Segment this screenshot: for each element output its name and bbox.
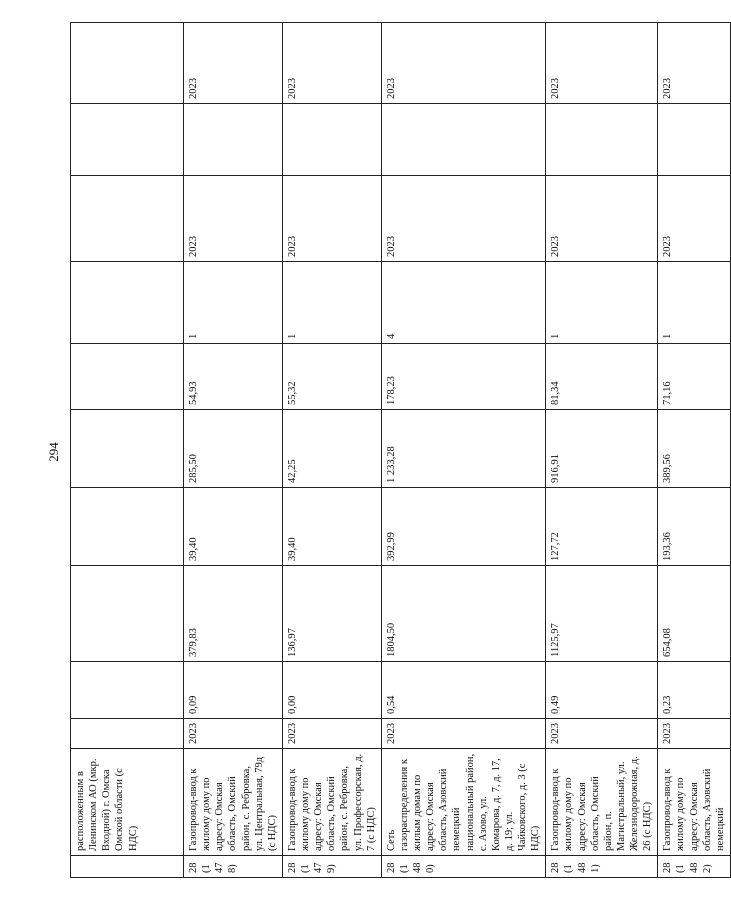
- table-cell: [71, 344, 184, 410]
- table-cell-length: 0,00: [282, 662, 381, 719]
- table-cell-count: 4: [381, 262, 546, 344]
- table-cell-cost4: 71,16: [658, 344, 731, 410]
- table-cell-cost4: 178,23: [381, 344, 546, 410]
- table-row: [282, 23, 381, 878]
- table-cell-num: 28 (1480): [381, 856, 546, 878]
- investment-table: [70, 22, 731, 878]
- table-cell-year2: [381, 104, 546, 176]
- table-cell: [71, 719, 184, 749]
- table-cell-year3: 2023: [546, 23, 658, 104]
- table-row: [184, 23, 283, 878]
- table-cell-year2: [282, 104, 381, 176]
- table-cell: [71, 662, 184, 719]
- table-cell-year: 2023: [282, 719, 381, 749]
- table-cell-num: 28 (1478): [184, 856, 283, 878]
- table-cell-cost3: 42,25: [282, 410, 381, 488]
- table-cell-year1: 2023: [184, 176, 283, 262]
- table-cell: [71, 104, 184, 176]
- table-row: [546, 23, 658, 878]
- table-cell-year3: 2023: [381, 23, 546, 104]
- table-cell-year1: 2023: [658, 176, 731, 262]
- table-cell-length: 0,49: [546, 662, 658, 719]
- table-cell: [71, 566, 184, 662]
- table-cell-cost: 136,97: [282, 566, 381, 662]
- table-cell-num: 28 (1482): [658, 856, 731, 878]
- table-cell-cost2: 127,72: [546, 488, 658, 566]
- table-cell-name: Газопровод-ввод к жилому дому по адресу: Омская область, Омский район, с. Ребровка, ул. Центральная, 79д (с НДС): [184, 749, 283, 856]
- table-cell-year: 2023: [546, 719, 658, 749]
- table-cell-cost: 1804,50: [381, 566, 546, 662]
- table-cell-cost3: 389,56: [658, 410, 731, 488]
- page-number: 294: [46, 442, 61, 462]
- table-cell-year: 2023: [658, 719, 731, 749]
- table-cell-cost4: 55,32: [282, 344, 381, 410]
- table-cell-cost3: 1 233,28: [381, 410, 546, 488]
- table-cell-cost2: 39,40: [184, 488, 283, 566]
- table-row: [658, 23, 731, 878]
- table-cell-year2: [184, 104, 283, 176]
- table-cell-cost: 1125,97: [546, 566, 658, 662]
- table-cell-cost3: 285,50: [184, 410, 283, 488]
- rotated-table-container: [70, 23, 726, 878]
- table-cell: [71, 176, 184, 262]
- table-cell-year2: [546, 104, 658, 176]
- table-cell-name: расположенным в Ленинском АО (мкр. Входной) г. Омска Омской области (с НДС): [71, 749, 184, 856]
- table-cell-name: Газопровод-ввод к жилому дому по адресу: Омская область, Омский район, с. Ребровка, ул. Профессорская, д. 7 (с НДС): [282, 749, 381, 856]
- table-cell-year3: 2023: [184, 23, 283, 104]
- table-row-continuation: [71, 23, 184, 878]
- table-cell-cost2: 39,40: [282, 488, 381, 566]
- table-cell-year3: 2023: [658, 23, 731, 104]
- table-cell-cost2: 193,36: [658, 488, 731, 566]
- table-cell-count: 1: [658, 262, 731, 344]
- table-cell: [71, 856, 184, 878]
- table-cell-count: 1: [546, 262, 658, 344]
- table-cell-year: 2023: [184, 719, 283, 749]
- table-cell: [71, 410, 184, 488]
- table-cell-name: Газопровод-ввод к жилому дому по адресу: Омская область, Омский район, п. Магистральный, ул. Железнодорожная, д. 26 (с НДС): [546, 749, 658, 856]
- table-cell-num: 28 (1481): [546, 856, 658, 878]
- table-cell-year: 2023: [381, 719, 546, 749]
- table-cell-count: 1: [184, 262, 283, 344]
- table-cell-cost: 654,08: [658, 566, 731, 662]
- table-cell-cost2: 392,99: [381, 488, 546, 566]
- table-cell-cost3: 916,91: [546, 410, 658, 488]
- table-cell-length: 0,54: [381, 662, 546, 719]
- table-cell-year1: 2023: [381, 176, 546, 262]
- table-cell-num: 28 (1479): [282, 856, 381, 878]
- table-cell: [71, 488, 184, 566]
- table-cell-cost4: 54,93: [184, 344, 283, 410]
- table-cell: [71, 23, 184, 104]
- table-cell-count: 1: [282, 262, 381, 344]
- table-cell-name: Газопровод-ввод к жилому дому по адресу: Омская область, Азовский немецкий: [658, 749, 731, 856]
- table-cell-cost4: 81,34: [546, 344, 658, 410]
- table-cell-year2: [658, 104, 731, 176]
- table-cell: [71, 262, 184, 344]
- table-row: [381, 23, 546, 878]
- table-cell-year3: 2023: [282, 23, 381, 104]
- table-cell-length: 0,23: [658, 662, 731, 719]
- table-cell-name: Сеть газораспределения к жилым домам по адресу: Омская область, Азовский немецкий национальный район, с. Азово, ул. Комарова, д. 7, д. 17, д. 19; ул. Чайковского, д. 3 (с НДС): [381, 749, 546, 856]
- table-cell-length: 0,09: [184, 662, 283, 719]
- table-cell-year1: 2023: [546, 176, 658, 262]
- table-cell-year1: 2023: [282, 176, 381, 262]
- table-cell-cost: 379,83: [184, 566, 283, 662]
